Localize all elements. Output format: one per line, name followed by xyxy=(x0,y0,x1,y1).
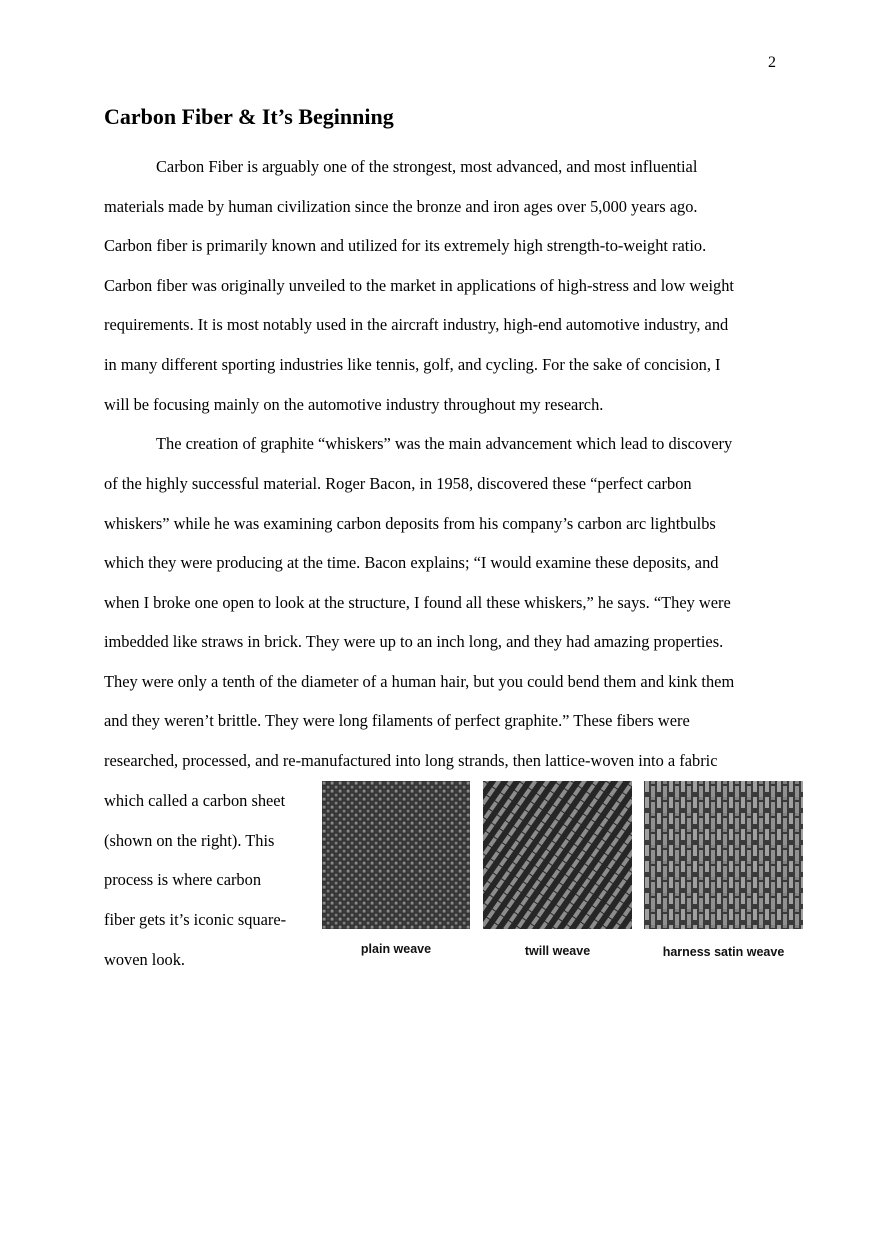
body-line: They were only a tenth of the diameter of a human hair, but you could bend them and kink them xyxy=(104,672,735,691)
body-line: The creation of graphite “whiskers” was the main advancement which lead to discovery xyxy=(156,434,733,453)
body-line: (shown on the right). This xyxy=(104,831,275,850)
body-line: imbedded like straws in brick. They were up to an inch long, and they had amazing properties. xyxy=(104,632,724,651)
page-number: 2 xyxy=(768,54,776,71)
page-title: Carbon Fiber & It’s Beginning xyxy=(104,104,394,129)
caption-harness-satin-weave: harness satin weave xyxy=(662,945,785,959)
body-line: materials made by human civilization since the bronze and iron ages over 5,000 years ago. xyxy=(104,197,698,216)
body-line: Carbon fiber was originally unveiled to the market in applications of high-stress and low weight xyxy=(104,276,734,295)
body-line: in many different sporting industries like tennis, golf, and cycling. For the sake of concision, I xyxy=(104,355,721,374)
body-line: of the highly successful material. Roger Bacon, in 1958, discovered these “perfect carbon xyxy=(104,474,692,493)
body-line: fiber gets it’s iconic square- xyxy=(104,910,287,929)
body-line: woven look. xyxy=(104,950,186,969)
body-line: which they were producing at the time. Bacon explains; “I would examine these deposits, and xyxy=(104,553,719,572)
twill-weave-image xyxy=(483,781,632,929)
caption-plain-weave: plain weave xyxy=(360,942,432,956)
plain-weave-image xyxy=(322,781,470,929)
body-line: Carbon Fiber is arguably one of the strongest, most advanced, and most influential xyxy=(156,157,698,176)
body-line: whiskers” while he was examining carbon deposits from his company’s carbon arc lightbulbs xyxy=(104,514,716,533)
body-line: Carbon fiber is primarily known and utilized for its extremely high strength-to-weight ratio. xyxy=(104,236,707,255)
caption-twill-weave: twill weave xyxy=(524,944,591,958)
body-line: when I broke one open to look at the structure, I found all these whiskers,” he says. “They were xyxy=(104,593,731,612)
body-line: process is where carbon xyxy=(104,870,262,889)
harness-satin-weave-image xyxy=(644,781,803,929)
body-line: and they weren’t brittle. They were long filaments of perfect graphite.” These fibers were xyxy=(104,711,690,730)
body-line: requirements. It is most notably used in the aircraft industry, high-end automotive industry, and xyxy=(104,315,729,334)
body-line: which called a carbon sheet xyxy=(104,791,286,810)
body-line: researched, processed, and re-manufactured into long strands, then lattice-woven into a fabric xyxy=(104,751,718,770)
body-line: will be focusing mainly on the automotive industry throughout my research. xyxy=(104,395,604,414)
